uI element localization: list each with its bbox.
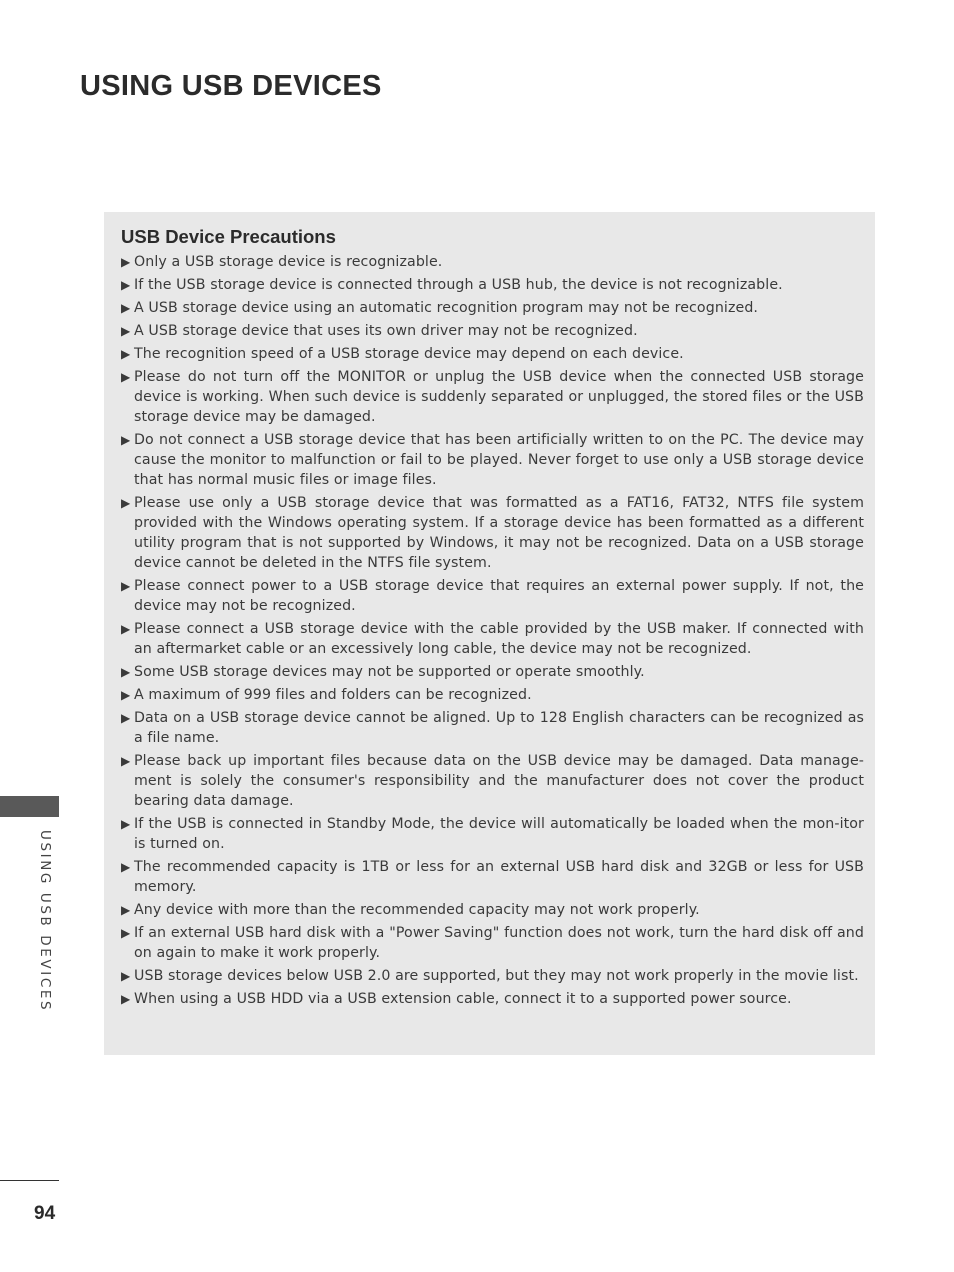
- bullet-arrow-icon: ▶: [121, 711, 131, 725]
- list-item: [121, 321, 864, 341]
- list-item: [121, 275, 864, 295]
- list-item: [121, 662, 864, 682]
- list-item-text: A USB storage device that uses its own driver may not be recognized.: [134, 323, 638, 339]
- list-item-text: If the USB storage device is connected through a USB hub, the device is not recognizable.: [134, 277, 783, 293]
- precautions-panel: [104, 212, 875, 1055]
- list-item-text: Please do not turn off the MONITOR or unplug the USB device when the connected USB storage device is working. When such device is suddenly separated or unplugged, the stored files or the USB storage device may be damaged.: [134, 369, 864, 425]
- bullet-arrow-icon: ▶: [121, 347, 131, 361]
- page-number: 94: [34, 1203, 56, 1224]
- list-item-text: USB storage devices below USB 2.0 are supported, but they may not work properly in the movie list.: [134, 968, 859, 984]
- bullet-arrow-icon: ▶: [121, 926, 131, 940]
- bullet-arrow-icon: ▶: [121, 992, 131, 1006]
- bullet-arrow-icon: ▶: [121, 903, 131, 917]
- list-item-text: Some USB storage devices may not be supported or operate smoothly.: [134, 664, 645, 680]
- list-item-text: Please connect power to a USB storage device that requires an external power supply. If not, the device may not be recognized.: [134, 578, 864, 614]
- list-item: [121, 857, 864, 897]
- precautions-list: [121, 252, 864, 1009]
- list-item-text: Please use only a USB storage device that was formatted as a FAT16, FAT32, NTFS file system provided with the Windows operating system. If a storage device has been formatted as a different utility program that is not supported by Windows, it may not be recognized. Data on a USB storage device cannot be deleted in the NTFS file system.: [134, 495, 864, 571]
- bullet-arrow-icon: ▶: [121, 622, 131, 636]
- bullet-arrow-icon: ▶: [121, 817, 131, 831]
- list-item-text: The recognition speed of a USB storage device may depend on each device.: [134, 346, 684, 362]
- bullet-arrow-icon: ▶: [121, 579, 131, 593]
- bullet-arrow-icon: ▶: [121, 496, 131, 510]
- list-item: [121, 923, 864, 963]
- list-item: [121, 576, 864, 616]
- footer-rule: [0, 1180, 59, 1181]
- list-item: [121, 685, 864, 705]
- panel-heading: USB Device Precautions: [121, 226, 336, 247]
- bullet-arrow-icon: ▶: [121, 301, 131, 315]
- side-tab-marker: [0, 796, 59, 817]
- list-item-text: If an external USB hard disk with a "Power Saving" function does not work, turn the hard disk off and on again to make it work properly.: [134, 925, 864, 961]
- list-item: [121, 966, 864, 986]
- list-item: [121, 900, 864, 920]
- list-item-text: A maximum of 999 files and folders can be recognized.: [134, 687, 532, 703]
- list-item-text: Data on a USB storage device cannot be aligned. Up to 128 English characters can be recognized as a file name.: [134, 710, 864, 746]
- bullet-arrow-icon: ▶: [121, 433, 131, 447]
- list-item: [121, 493, 864, 573]
- list-item-text: Any device with more than the recommended capacity may not work properly.: [134, 902, 700, 918]
- list-item-text: Do not connect a USB storage device that has been artificially written to on the PC. The device may cause the monitor to malfunction or fail to be played. Never forget to use only a USB storage device that has normal music files or image files.: [134, 432, 864, 488]
- list-item-text: Please connect a USB storage device with the cable provided by the USB maker. If connected with an aftermarket cable or an excessively long cable, the device may not be recognized.: [134, 621, 864, 657]
- bullet-arrow-icon: ▶: [121, 860, 131, 874]
- list-item: [121, 430, 864, 490]
- page-title: USING USB DEVICES: [80, 70, 382, 102]
- list-item: [121, 344, 864, 364]
- list-item: [121, 989, 864, 1009]
- list-item: [121, 298, 864, 318]
- side-section-label: USING USB DEVICES: [37, 830, 53, 1013]
- list-item-text: Please back up important files because data on the USB device may be damaged. Data manage-ment is solely the consumer's responsibility and the manufacturer does not cover the product bearing data damage.: [134, 753, 864, 809]
- list-item: [121, 252, 864, 272]
- bullet-arrow-icon: ▶: [121, 255, 131, 269]
- list-item: [121, 619, 864, 659]
- list-item-text: A USB storage device using an automatic recognition program may not be recognized.: [134, 300, 759, 316]
- bullet-arrow-icon: ▶: [121, 754, 131, 768]
- list-item: [121, 751, 864, 811]
- bullet-arrow-icon: ▶: [121, 665, 131, 679]
- bullet-arrow-icon: ▶: [121, 324, 131, 338]
- list-item: [121, 814, 864, 854]
- bullet-arrow-icon: ▶: [121, 370, 131, 384]
- bullet-arrow-icon: ▶: [121, 688, 131, 702]
- list-item-text: When using a USB HDD via a USB extension cable, connect it to a supported power source.: [134, 991, 792, 1007]
- list-item: [121, 367, 864, 427]
- list-item-text: The recommended capacity is 1TB or less for an external USB hard disk and 32GB or less for USB memory.: [134, 859, 864, 895]
- list-item-text: If the USB is connected in Standby Mode, the device will automatically be loaded when the mon-itor is turned on.: [134, 816, 864, 852]
- list-item: [121, 708, 864, 748]
- bullet-arrow-icon: ▶: [121, 969, 131, 983]
- bullet-arrow-icon: ▶: [121, 278, 131, 292]
- list-item-text: Only a USB storage device is recognizable.: [134, 254, 443, 270]
